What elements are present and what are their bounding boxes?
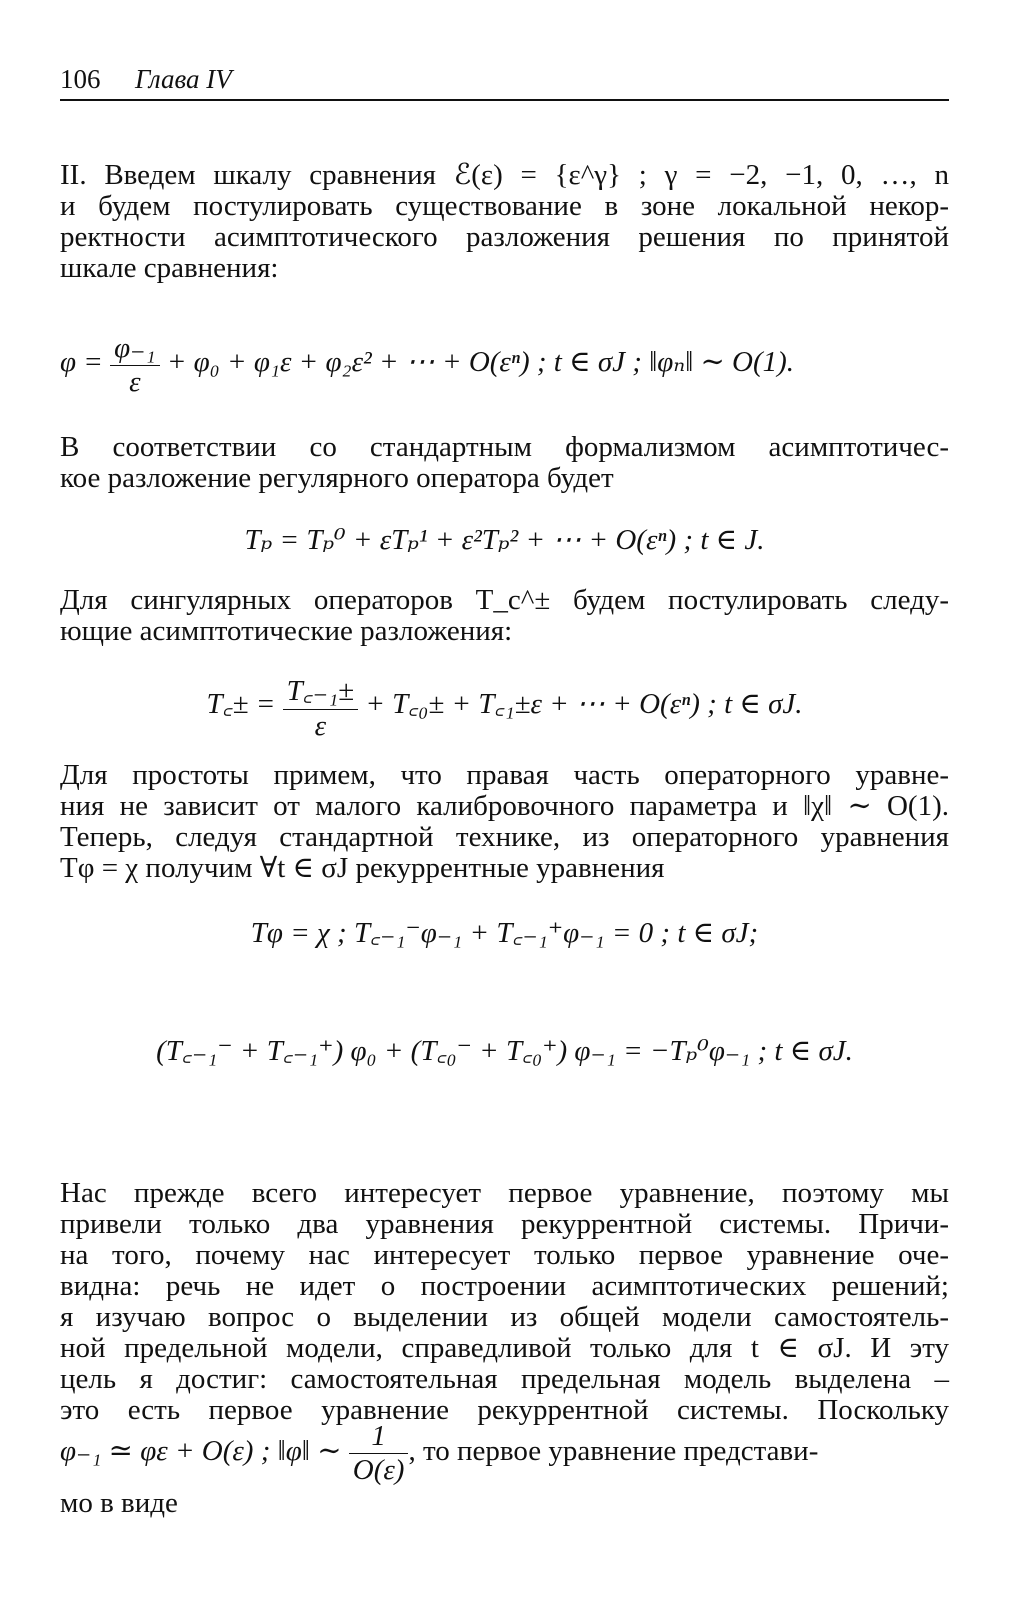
fraction <box>349 1420 409 1487</box>
text-line: Для сингулярных операторов T_c^± будем постулировать следу- <box>60 584 949 616</box>
paragraph-simplicity <box>60 760 949 884</box>
text-line: ректности асимптотического разложения решения по принятой <box>60 221 949 253</box>
fraction-denominator: O(ε) <box>352 1454 405 1486</box>
text-line: привели только два уравнения рекуррентной системы. Причи- <box>60 1208 949 1240</box>
comma: , <box>408 1435 416 1468</box>
equation-regular-operator: Tₚ = Tₚ⁰ + εTₚ¹ + ε²Tₚ² + ⋯ + O(εⁿ) ; t ∈ J. <box>244 524 765 556</box>
fraction-denominator: ε <box>314 710 327 742</box>
equation-rhs: + φ₀ + φ₁ε + φ₂ε² + ⋯ + O(εⁿ) ; t ∈ σJ ; ‖φₙ‖ ∼ O(1). <box>166 346 795 379</box>
paragraph-singular-operators <box>60 585 949 647</box>
fraction <box>283 670 358 743</box>
text-line: Нас прежде всего интересует первое уравнение, поэтому мы <box>60 1177 949 1209</box>
text-line: это есть первое уравнение рекуррентной системы. Поскольку <box>60 1394 949 1426</box>
text-line: шкале сравнения: <box>60 252 279 284</box>
text-line: В соответствии со стандартным формализмом асимптотичес- <box>60 431 949 463</box>
paragraph-regular-operator <box>60 432 949 494</box>
inline-equation-line <box>60 1420 949 1487</box>
text-line: Tφ = χ получим ∀t ∈ σJ рекуррентные уравнения <box>60 852 665 884</box>
paragraph-first-equation <box>60 1178 949 1426</box>
equation-recurrent-1: Tφ = χ ; T꜀₋₁⁻φ₋₁ + T꜀₋₁⁺φ₋₁ = 0 ; t ∈ σJ; <box>250 917 759 949</box>
fraction-numerator: 1 <box>349 1420 409 1454</box>
text-line: я изучаю вопрос о выделении из общей модели самостоятель- <box>60 1301 949 1333</box>
equation-phi-expansion <box>60 330 949 399</box>
paragraph-last-line <box>60 1488 949 1519</box>
page-number: 106 <box>60 64 101 94</box>
text-line: ния не зависит от малого калибровочного параметра и ‖χ‖ ∼ O(1). <box>60 790 949 822</box>
text-line: Теперь, следуя стандартной технике, из операторного уравнения <box>60 821 949 853</box>
running-header <box>60 62 950 98</box>
fraction <box>110 330 159 399</box>
fraction-numerator: φ₋₁ <box>110 330 159 366</box>
text-line: ной предельной модели, справедливой только для t ∈ σJ. И эту <box>60 1332 949 1364</box>
text-fragment: то первое уравнение представи- <box>422 1435 819 1468</box>
equation-recurrent-2: (T꜀₋₁⁻ + T꜀₋₁⁺) φ₀ + (T꜀₀⁻ + T꜀₀⁺) φ₋₁ = −Tₚ⁰φ₋₁ ; t ∈ σJ. <box>156 1035 853 1067</box>
text-line: на того, почему нас интересует только первое уравнение оче- <box>60 1239 949 1271</box>
text-line: ющие асимптотические разложения: <box>60 615 513 647</box>
equation-lhs: φ = <box>60 346 103 379</box>
paragraph-scale-intro <box>60 160 949 284</box>
text-line: цель я достиг: самостоятельная предельная модель выделена – <box>60 1363 949 1395</box>
inline-equation-lhs: φ₋₁ ≃ φε + O(ε) ; ‖φ‖ ∼ <box>60 1435 342 1468</box>
chapter-title: Глава IV <box>135 64 232 94</box>
fraction-numerator: T꜀₋₁± <box>283 670 358 710</box>
header-rule <box>60 99 949 101</box>
text-line: мо в виде <box>60 1487 178 1519</box>
text-line: II. Введем шкалу сравнения ℰ(ε) = {ε^γ} ; γ = −2, −1, 0, …, n <box>60 159 949 191</box>
equation-lhs: T꜀± = <box>206 688 276 721</box>
text-line: Для простоты примем, что правая часть операторного уравне- <box>60 759 949 791</box>
equation-singular-expansion <box>60 670 949 743</box>
equation-rhs: + T꜀₀± + T꜀₁±ε + ⋯ + O(εⁿ) ; t ∈ σJ. <box>365 688 803 721</box>
fraction-denominator: ε <box>129 366 141 398</box>
text-line: и будем постулировать существование в зоне локальной некор- <box>60 190 949 222</box>
text-line: видна: речь не идет о построении асимптотических решений; <box>60 1270 949 1302</box>
text-line: кое разложение регулярного оператора будет <box>60 462 614 494</box>
